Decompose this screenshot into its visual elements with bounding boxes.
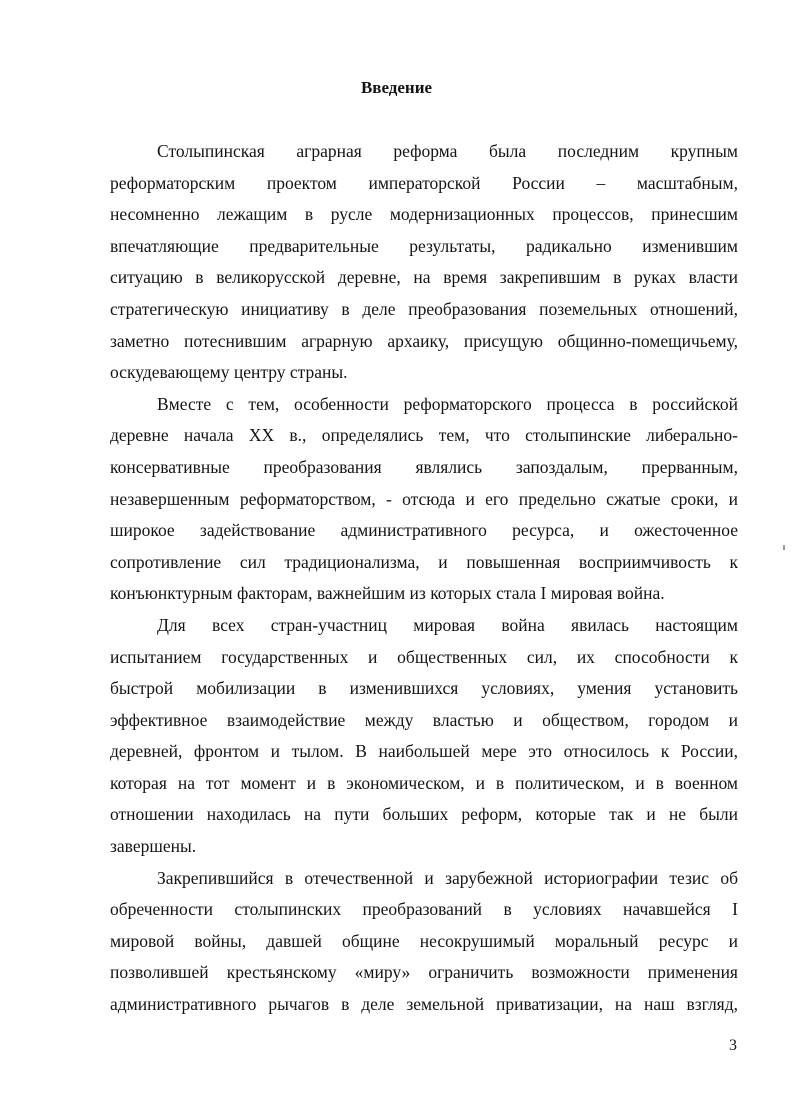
scan-speck — [783, 545, 785, 550]
text-line: Вместе с тем, особенности реформаторского процесса в российской — [157, 393, 738, 414]
text-line: консервативные преобразования являлись запоздалым, прерванным, — [110, 456, 738, 477]
body-text — [110, 136, 738, 1021]
text-line: отношении находилась на пути больших реформ, которые так и не были — [110, 804, 738, 825]
text-line: быстрой мобилизации в изменившихся условиях, умения установить — [110, 678, 738, 699]
text-line: реформаторским проектом императорской России – масштабным, — [110, 172, 738, 193]
paragraph-1 — [110, 136, 738, 389]
text-line: широкое задействование административного ресурса, и ожесточенное — [110, 520, 738, 541]
text-line: стратегическую инициативу в деле преобразования поземельных отношений, — [110, 298, 738, 319]
text-line: незавершенным реформаторством, - отсюда и его предельно сжатые сроки, и — [110, 488, 738, 509]
text-line: несомненно лежащим в русле модернизационных процессов, принесшим — [110, 204, 738, 225]
page-number: 3 — [729, 1037, 737, 1054]
text-line: заметно потеснившим аграрную архаику, присущую общинно-помещичьему, — [110, 330, 738, 351]
text-line: конъюнктурным факторам, важнейшим из которых стала I мировая война. — [110, 583, 665, 604]
paragraph-3 — [110, 610, 738, 863]
text-line: административного рычагов в деле земельной приватизации, на наш взгляд, — [110, 994, 738, 1015]
text-line: завершены. — [110, 836, 197, 857]
text-line: оскудевающему центру страны. — [110, 362, 348, 383]
text-line: сопротивление сил традиционализма, и повышенная восприимчивость к — [110, 551, 738, 572]
text-line: Для всех стран-участниц мировая война явилась настоящим — [157, 614, 738, 635]
text-line: ситуацию в великорусской деревне, на время закрепившим в руках власти — [110, 267, 738, 288]
paragraph-4 — [110, 863, 738, 1021]
text-line: которая на тот момент и в экономическом, и в политическом, и в военном — [110, 772, 738, 793]
text-line: эффективное взаимодействие между властью и обществом, городом и — [110, 709, 738, 730]
text-line: обреченности столыпинских преобразований в условиях начавшейся I — [110, 899, 738, 920]
text-line: позволившей крестьянскому «миру» ограничить возможности применения — [110, 962, 738, 983]
text-line: впечатляющие предварительные результаты, радикально изменившим — [110, 235, 738, 256]
text-line: деревне начала XX в., определялись тем, что столыпинские либерально- — [110, 425, 738, 446]
paragraph-2 — [110, 389, 738, 610]
text-line: испытанием государственных и общественных сил, их способности к — [110, 646, 738, 667]
text-line: Закрепившийся в отечественной и зарубежной историографии тезис об — [157, 867, 738, 888]
page-title: Введение — [360, 78, 433, 97]
text-line: Столыпинская аграрная реформа была последним крупным — [157, 141, 738, 161]
text-line: мировой войны, давшей общине несокрушимый моральный ресурс и — [110, 930, 738, 951]
text-line: деревней, фронтом и тылом. В наибольшей мере это относилось к России, — [110, 741, 738, 762]
